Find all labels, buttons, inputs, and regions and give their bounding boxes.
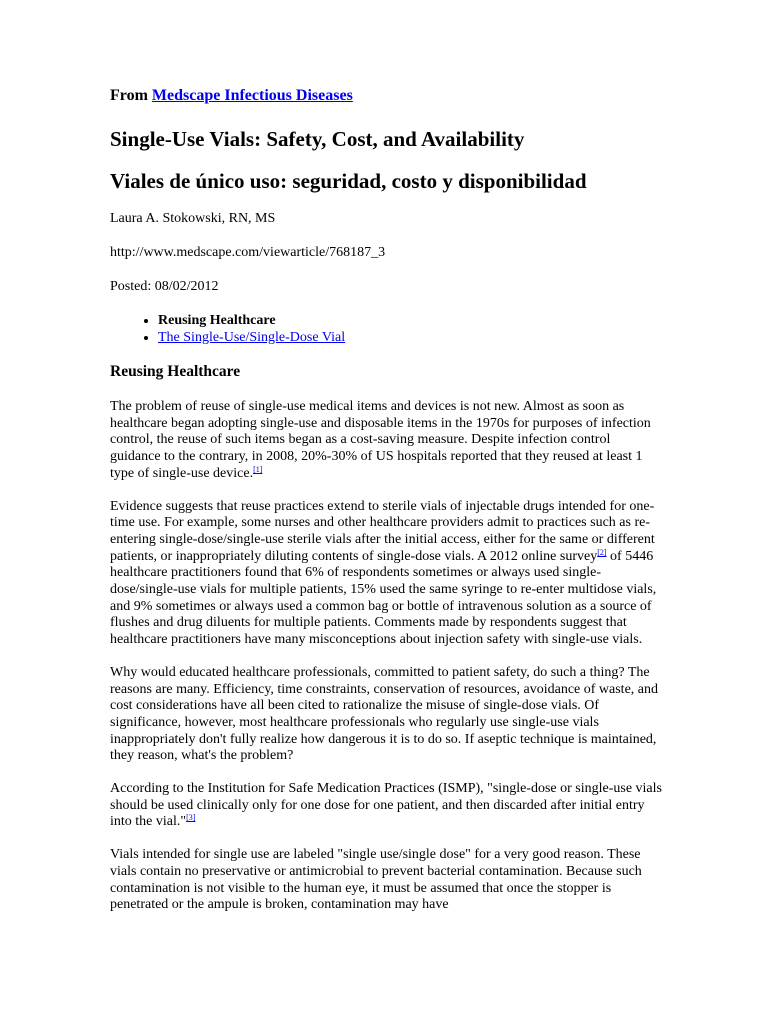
article-url: http://www.medscape.com/viewarticle/768187_3 — [110, 245, 386, 260]
source-line — [110, 86, 660, 106]
source-link[interactable]: Medscape Infectious Diseases — [151, 87, 353, 104]
paragraph-2-text-a: Evidence suggests that reuse practices extend to sterile vials of injectable drugs intended for one-time use. For example, some nurses and other healthcare providers admit to practices such as re-entering single-dose/single-use sterile vials after the initial access, either for the same or different patients, or inappropriately diluting contents of single-dose vials. A 2012 online survey — [110, 498, 655, 564]
paragraph-1 — [110, 399, 662, 483]
paragraph-3: Why would educated healthcare professionals, committed to patient safety, do such a thing? The reasons are many. Efficiency, time constraints, conservation of resources, avoidance of waste, and cost considerations have all been cited to rationalize the misuse of single-dose vials. Of significance, however, most healthcare professionals who regularly use single-use vials inappropriately don't fully realize how dangerous it is to do so. If aseptic technique is maintained, they reason, what's the problem? — [110, 664, 658, 764]
table-of-contents — [110, 312, 660, 346]
paragraph-2-text-b: of 5446 healthcare practitioners found that 6% of respondents sometimes or always used single-dose/single-use vials for multiple patients, 15% used the same syringe to re-enter multidose vials, and 9% sometimes or always used a common bag or bottle of intravenous solution as a source of flushes and drug diluents for multiple patients. Comments made by respondents suggest that healthcare practitioners have many misconceptions about injection safety with single-use vials. — [110, 548, 657, 648]
toc-item-single-use-vial — [158, 329, 660, 346]
reference-link-1[interactable]: [1] — [253, 464, 263, 474]
toc-item-label: Reusing Healthcare — [158, 313, 276, 328]
author-line: Laura A. Stokowski, RN, MS — [110, 211, 276, 226]
paragraph-2 — [110, 499, 662, 649]
paragraph-5: Vials intended for single use are labeled "single use/single dose" for a very good reason. These vials contain no preservative or antimicrobial to prevent bacterial contamination. Because such contamination is not visible to the human eye, it must be assumed that once the stopper is penetrated or the ampule is broken, contamination may have — [110, 847, 642, 913]
posted-date: Posted: 08/02/2012 — [110, 279, 219, 294]
article-page — [110, 86, 660, 914]
paragraph-4-text: According to the Institution for Safe Medication Practices (ISMP), "single-dose or single-use vials should be used clinically only for one dose for one patient, and then discarded after initial entry into the vial." — [110, 781, 662, 830]
reference-link-2[interactable]: [2] — [597, 547, 607, 557]
reference-link-3[interactable]: [3] — [186, 813, 196, 823]
from-label: From — [110, 87, 148, 104]
section-heading: Reusing Healthcare — [110, 363, 241, 380]
toc-link-single-use-vial[interactable]: The Single-Use/Single-Dose Vial — [158, 330, 346, 345]
paragraph-1-text: The problem of reuse of single-use medical items and devices is not new. Almost as soon as healthcare began adopting single-use and disposable items in the 1970s for purposes of infection control, the reuse of such items began as a cost-saving measure. Despite infection control guidance to the contrary, in 2008, 20%-30% of US hospitals reported that they reused at least 1 type of single-use device. — [110, 399, 651, 481]
paragraph-4 — [110, 781, 662, 831]
toc-item-reusing-healthcare — [158, 312, 660, 329]
article-title-spanish: Viales de único uso: seguridad, costo y disponibilidad — [110, 169, 587, 193]
article-title: Single-Use Vials: Safety, Cost, and Availability — [110, 127, 525, 151]
